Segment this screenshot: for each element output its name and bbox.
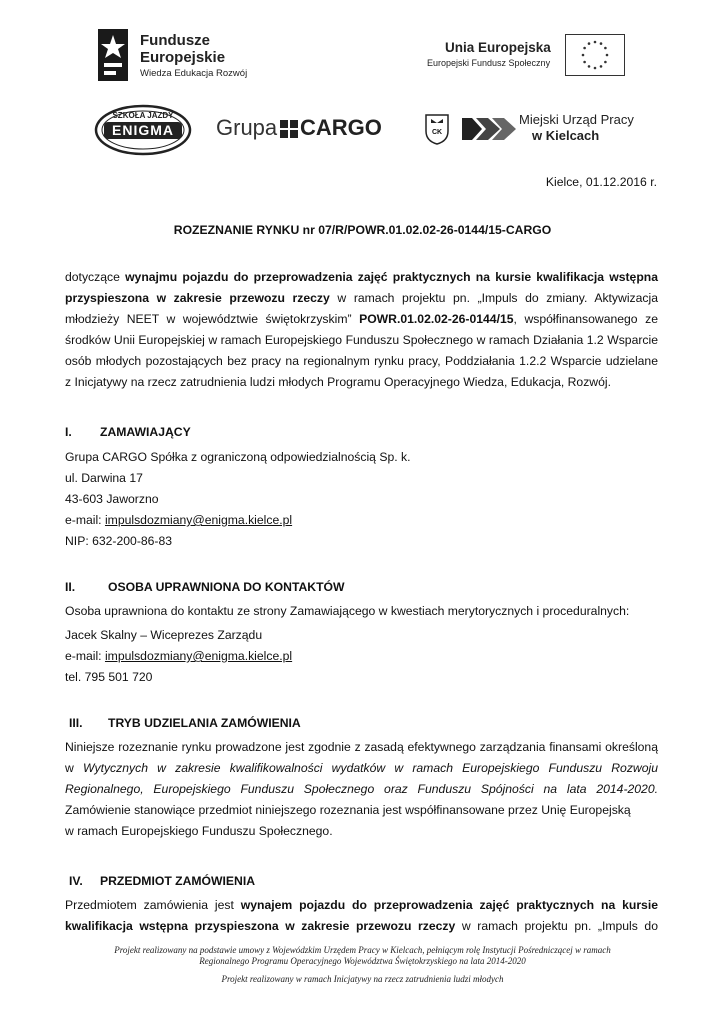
grupa-cargo-logo (216, 115, 406, 145)
contact-intro: Osoba uprawniona do kontaktu ze strony Zamawiającego w kwestiach merytorycznych i proceduralnych: (65, 604, 630, 618)
section-4-body (65, 895, 658, 937)
mup-kielce-logo (462, 110, 642, 150)
contact-email-line: e-mail: impulsdozmiany@enigma.kielce.pl (65, 649, 293, 663)
orderer-street: ul. Darwina 17 (65, 471, 143, 485)
unia-europejska-logo (425, 32, 630, 78)
cargo-prefix: Grupa (216, 115, 278, 140)
intro-line-2: przyspieszona w zakresie przewozu rzeczy w ramach projektu pn. „Impuls do zmiany. Aktywizacja (65, 291, 658, 305)
document-date: Kielce, 01.12.2016 r. (545, 175, 657, 189)
section-3-line-4: Zamówienie stanowiące przedmiot niniejszego rozeznania jest współfinansowane przez Unię Europejską (65, 803, 631, 817)
section-3-line-3: Regionalnego, Europejskiego Funduszu Społecznego oraz Funduszu Spójności na lata 2014-2020. (65, 782, 658, 796)
cargo-name: CARGO (300, 115, 382, 140)
footer-line-3: Projekt realizowany w ramach Inicjatywy na rzecz zatrudnienia ludzi młodych (221, 974, 504, 984)
orderer-email-link[interactable]: impulsdozmiany@enigma.kielce.pl (104, 513, 293, 527)
fundusze-europejskie-logo (96, 27, 266, 85)
fe-title-line2: Europejskie (140, 49, 226, 66)
section-2-title: OSOBA UPRAWNIONA DO KONTAKTÓW (108, 580, 345, 594)
mup-arrows-icon (462, 114, 516, 144)
fe-subtitle: Wiedza Edukacja Rozwój (140, 68, 248, 79)
contact-phone: tel. 795 501 720 (65, 670, 153, 684)
intro-paragraph (65, 267, 658, 393)
footer (40, 945, 685, 985)
section-3-number: III. (69, 716, 83, 730)
section-3-body (65, 737, 658, 842)
ck-label: CK (431, 129, 443, 136)
contact-person: Jacek Skalny – Wiceprezes Zarządu (65, 628, 263, 642)
orderer-city: 43-603 Jaworzno (65, 492, 159, 506)
contact-email-link[interactable]: impulsdozmiany@enigma.kielce.pl (104, 649, 293, 663)
intro-line-6: z Inicjatywy na rzecz zatrudnienia ludzi młodych Programu Operacyjnego Wiedza, Edukacja, Rozwój. (65, 375, 611, 389)
enigma-top-text: SZKOŁA JAZDY (112, 111, 174, 120)
orderer-email-line: e-mail: impulsdozmiany@enigma.kielce.pl (65, 513, 293, 527)
orderer-name: Grupa CARGO Spółka z ograniczoną odpowiedzialnością Sp. k. (65, 450, 411, 464)
enigma-main-text: ENIGMA (112, 122, 174, 138)
intro-line-3: młodzieży NEET w województwie świętokrzyskim” POWR.01.02.02-26-0144/15, współfinansowanego ze (65, 312, 658, 326)
section-3-line-2: w Wytycznych w zakresie kwalifikowalności wydatków w ramach Europejskiego Funduszu Rozwoju (65, 761, 658, 775)
section-2-number: II. (65, 580, 76, 594)
fe-title-line1: Fundusze (140, 32, 210, 49)
section-2-body (65, 601, 658, 688)
fe-star-icon (96, 27, 130, 83)
intro-line-5: osób młodych pozostających bez pracy na regionalnym rynku pracy, Poddziałania 1.2.2 Wsparcie udzielane (65, 354, 658, 368)
section-3-line-1: Niniejsze rozeznanie rynku prowadzone jest zgodnie z zasadą efektywnego zarządzania finansami określoną (65, 740, 658, 754)
section-4-title: PRZEDMIOT ZAMÓWIENIA (100, 874, 256, 888)
kielce-coat-of-arms (424, 113, 450, 145)
document-title: ROZEZNANIE RYNKU nr 07/R/POWR.01.02.02-26-0144/15-CARGO (173, 223, 552, 237)
enigma-logo (94, 104, 192, 156)
ue-subtitle: Europejski Fundusz Społeczny (427, 58, 551, 68)
mup-line1: Miejski Urząd Pracy (519, 112, 634, 127)
intro-line-4: środków Unii Europejskiej w ramach Europejskiego Funduszu Społecznego w ramach Działania 1.2 Wsparcie (65, 333, 658, 347)
ue-title: Unia Europejska (445, 40, 551, 55)
section-1-body (65, 447, 658, 552)
section-3-line-5: w ramach Europejskiego Funduszu Społecznego. (65, 824, 333, 838)
section-4-number: IV. (69, 874, 83, 888)
orderer-nip: NIP: 632-200-86-83 (65, 534, 173, 548)
section-4-line-2: kwalifikacja wstępna przyspieszona w zakresie przewozu rzeczy w ramach projektu pn. „Impuls do (65, 919, 658, 933)
mup-line2: w Kielcach (532, 128, 600, 143)
footer-line-2: Regionalnego Programu Operacyjnego Województwa Świętokrzyskiego na lata 2014-2020 (199, 956, 526, 966)
cargo-grid-icon (280, 120, 298, 138)
footer-line-1: Projekt realizowany na podstawie umowy z Wojewódzkim Urzędem Pracy w Kielcach, pełniącym rolę Instytucji Pośredniczącej w ramach (114, 945, 611, 955)
intro-line-1: dotyczące wynajmu pojazdu do przeprowadzenia zajęć praktycznych na kursie kwalifikacja wstępna (65, 270, 658, 284)
section-3-title: TRYB UDZIELANIA ZAMÓWIENIA (108, 716, 301, 730)
section-4-line-1: Przedmiotem zamówienia jest wynajem pojazdu do przeprowadzenia zajęć praktycznych na kursie (65, 898, 659, 912)
section-1-title: ZAMAWIAJĄCY (100, 425, 191, 439)
eu-flag-icon (565, 34, 625, 76)
section-1-number: I. (65, 425, 72, 439)
